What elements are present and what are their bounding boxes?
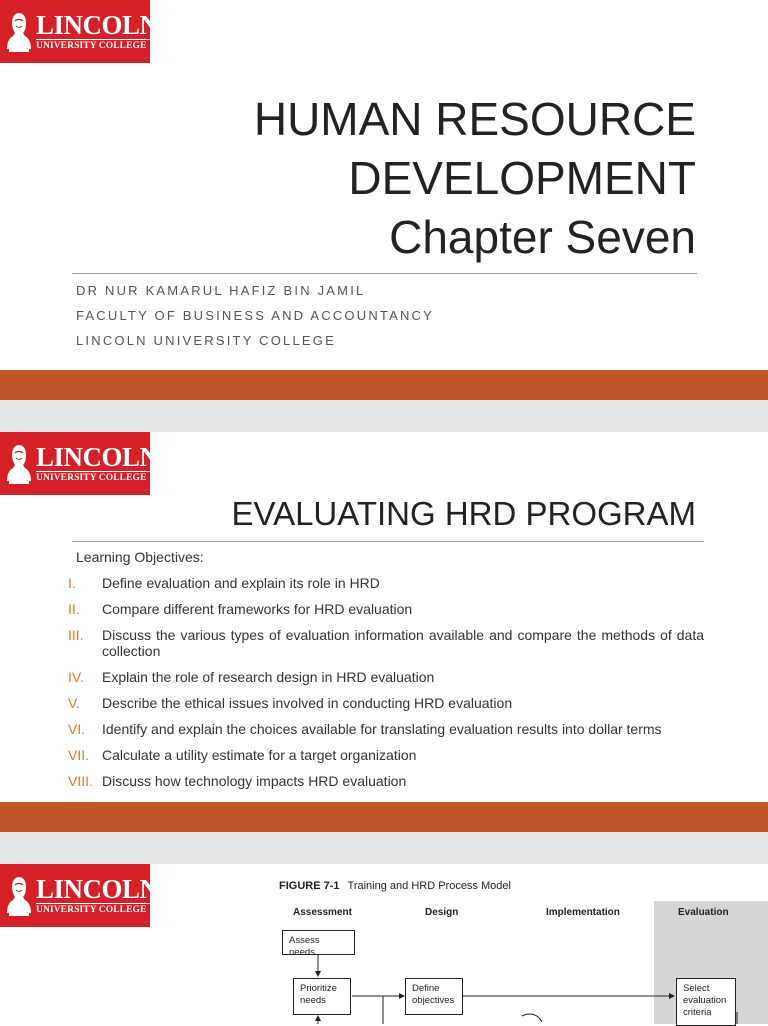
list-item [68, 669, 704, 685]
slide-title [0, 0, 768, 400]
objective-number: VIII. [68, 773, 93, 789]
title-line-1: HUMAN RESOURCE [253, 93, 696, 145]
slide-gap [0, 400, 768, 432]
objective-text: Discuss the various types of evaluation information available and compare the methods of data collection [102, 627, 704, 659]
objective-number: II. [68, 601, 80, 617]
objective-text: Calculate a utility estimate for a target organization [102, 747, 417, 763]
objective-text: Define evaluation and explain its role in HRD [102, 575, 380, 591]
define-objectives-box: Define objectives [405, 978, 463, 1015]
list-item [68, 721, 704, 737]
list-item [68, 747, 704, 763]
prioritize-needs-box: Prioritize needs [293, 978, 351, 1015]
select-criteria-box: Select evaluation criteria [676, 978, 736, 1026]
lincoln-logo [0, 0, 159, 63]
objective-number: I. [68, 575, 76, 591]
author-institution: LINCOLN UNIVERSITY COLLEGE [76, 333, 336, 348]
bust-icon [4, 7, 34, 57]
objective-text: Compare different frameworks for HRD evaluation [102, 601, 413, 617]
column-assessment: Assessment [293, 907, 352, 918]
objectives-heading: Learning Objectives: [76, 549, 204, 565]
figure-label: FIGURE 7-1 [279, 880, 340, 892]
objective-text: Explain the role of research design in HRD evaluation [102, 669, 435, 685]
figure-caption: Training and HRD Process Model [347, 880, 511, 892]
bust-icon [4, 439, 34, 489]
list-item [68, 601, 704, 617]
objective-number: III. [68, 627, 84, 643]
objective-number: VII. [68, 747, 90, 763]
list-item [68, 695, 704, 711]
objective-text: Describe the ethical issues involved in conducting HRD evaluation [102, 695, 513, 711]
objective-number: VI. [68, 721, 86, 737]
list-item [68, 575, 704, 591]
logo-subtitle: UNIVERSITY COLLEGE [36, 903, 159, 916]
logo-name: LINCOLN [36, 441, 159, 472]
logo-name: LINCOLN [36, 873, 159, 904]
author-info [76, 278, 434, 353]
process-connectors [0, 864, 768, 1024]
slide-heading: EVALUATING HRD PROGRAM [231, 495, 696, 532]
logo-subtitle: UNIVERSITY COLLEGE [36, 471, 159, 484]
title-divider [72, 273, 697, 274]
objective-number: V. [68, 695, 80, 711]
logo-name: LINCOLN [36, 9, 159, 40]
objectives-list [68, 575, 704, 799]
slide-footer-bar [0, 370, 768, 400]
slide-footer-bar [0, 802, 768, 832]
list-item [68, 627, 704, 659]
title-line-3: Chapter Seven [389, 211, 696, 263]
lincoln-logo [0, 432, 159, 495]
objective-text: Identify and explain the choices available for translating evaluation results into dollar terms [102, 721, 662, 737]
presentation-title [254, 90, 696, 267]
author-faculty: FACULTY OF BUSINESS AND ACCOUNTANCY [76, 308, 434, 323]
slide-gap [0, 832, 768, 864]
column-implementation: Implementation [546, 907, 620, 918]
column-evaluation: Evaluation [678, 907, 729, 918]
assess-needs-box: Assess needs [282, 930, 355, 955]
objective-number: IV. [68, 669, 84, 685]
author-name: DR NUR KAMARUL HAFIZ BIN JAMIL [76, 283, 366, 298]
list-item [68, 773, 704, 789]
heading-divider [72, 541, 704, 542]
logo-subtitle: UNIVERSITY COLLEGE [36, 39, 159, 52]
objective-text: Discuss how technology impacts HRD evaluation [102, 773, 407, 789]
title-line-2: DEVELOPMENT [348, 152, 696, 204]
column-design: Design [425, 907, 459, 918]
